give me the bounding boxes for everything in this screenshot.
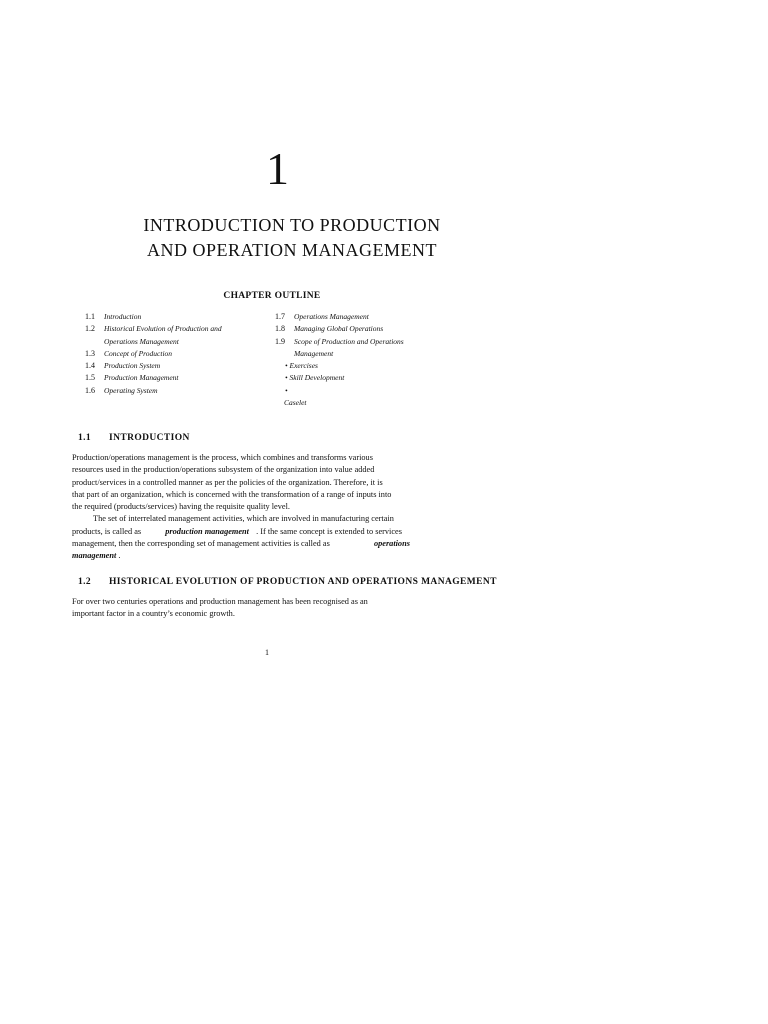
paragraph-line	[72, 550, 472, 562]
outline-item-label: Historical Evolution of Production and	[104, 324, 222, 334]
paragraph-line: The set of interrelated management activities, which are involved in manufacturing certain	[93, 514, 394, 524]
outline-item-number: 1.5	[85, 373, 95, 383]
outline-item-number: 1.8	[275, 324, 285, 334]
outline-bullet	[275, 372, 465, 384]
section-heading-introduction	[78, 433, 190, 443]
outline-item-number: 1.4	[85, 361, 95, 371]
outline-item	[85, 372, 275, 384]
outline-item-number: 1.9	[275, 336, 285, 346]
text-run: .	[118, 551, 121, 561]
outline-item-label: Operating System	[104, 385, 158, 395]
outline-bullet	[275, 385, 465, 397]
outline-item	[275, 348, 465, 360]
outline-item-label: Scope of Production and Operations	[294, 336, 404, 346]
outline-right-column	[275, 311, 465, 409]
outline-item	[275, 311, 465, 323]
term-operations: operations	[373, 539, 410, 549]
outline-item-number: 1.7	[275, 312, 285, 321]
outline-left-column	[85, 311, 275, 397]
chapter-title-line-1: INTRODUCTION TO PRODUCTION	[143, 215, 441, 235]
term-management: management	[72, 551, 117, 561]
section-title: HISTORICAL EVOLUTION OF PRODUCTION AND OPERATIONS MANAGEMENT	[109, 577, 497, 587]
paragraph-line	[72, 526, 472, 538]
outline-bullet	[275, 360, 465, 372]
section-number: 1.1	[78, 433, 92, 443]
section-heading-historical-evolution	[78, 577, 497, 587]
chapter-number: 1	[266, 143, 289, 194]
chapter-title-line-2: AND OPERATION MANAGEMENT	[147, 240, 437, 260]
paragraph-line: that part of an organization, which is concerned with the transformation of a range of inputs into	[72, 489, 392, 499]
paragraph-line: resources used in the production/operations subsystem of the organization into value added	[72, 465, 375, 475]
paragraph-line: product/services in a controlled manner as per the policies of the organization. Therefore, it is	[72, 477, 383, 487]
outline-item-number: 1.6	[85, 385, 95, 395]
chapter-outline-heading: CHAPTER OUTLINE	[223, 291, 321, 301]
outline-bullet-label: Caselet	[284, 398, 307, 408]
term-production-management: production management	[165, 526, 249, 536]
outline-item	[85, 348, 275, 360]
outline-item-label: Managing Global Operations	[294, 324, 384, 334]
outline-item	[85, 311, 275, 323]
paragraph-line: the required (products/services) having the requisite quality level.	[72, 502, 290, 512]
page-number: 1	[265, 648, 269, 657]
text-run: management, then the corresponding set of management activities is called as	[72, 539, 330, 549]
outline-item-label: Production System	[104, 361, 161, 371]
outline-item-label: Production Management	[104, 373, 179, 383]
outline-item-label: Operations Management	[294, 312, 369, 321]
outline-item	[85, 336, 275, 348]
text-run: products, is called as	[72, 526, 142, 536]
outline-item	[275, 336, 465, 348]
outline-item-label: Concept of Production	[104, 348, 173, 358]
outline-item-label: Operations Management	[104, 336, 179, 346]
text-run: . If the same concept is extended to services	[256, 526, 402, 536]
outline-bullet-label: •	[285, 385, 288, 395]
outline-item	[275, 323, 465, 335]
outline-item	[85, 385, 275, 397]
paragraph-line: important factor in a country’s economic growth.	[72, 609, 235, 619]
outline-item	[85, 323, 275, 335]
section-number: 1.2	[78, 577, 92, 587]
section-title: INTRODUCTION	[109, 433, 190, 443]
outline-bullet-label: • Exercises	[285, 361, 318, 371]
outline-item-label: Management	[294, 348, 334, 358]
outline-item	[85, 360, 275, 372]
outline-item-number: 1.1	[85, 312, 95, 321]
outline-bullet-label: • Skill Development	[285, 373, 345, 383]
outline-bullet	[275, 397, 465, 409]
paragraph-line	[72, 538, 472, 550]
outline-item-number: 1.3	[85, 348, 95, 358]
historical-paragraph	[72, 596, 472, 621]
paragraph-line: For over two centuries operations and production management has been recognised as an	[72, 597, 368, 606]
paragraph-line: Production/operations management is the process, which combines and transforms various	[72, 453, 373, 462]
introduction-paragraph	[72, 452, 472, 563]
outline-item-label: Introduction	[104, 312, 142, 321]
outline-item-number: 1.2	[85, 324, 95, 334]
